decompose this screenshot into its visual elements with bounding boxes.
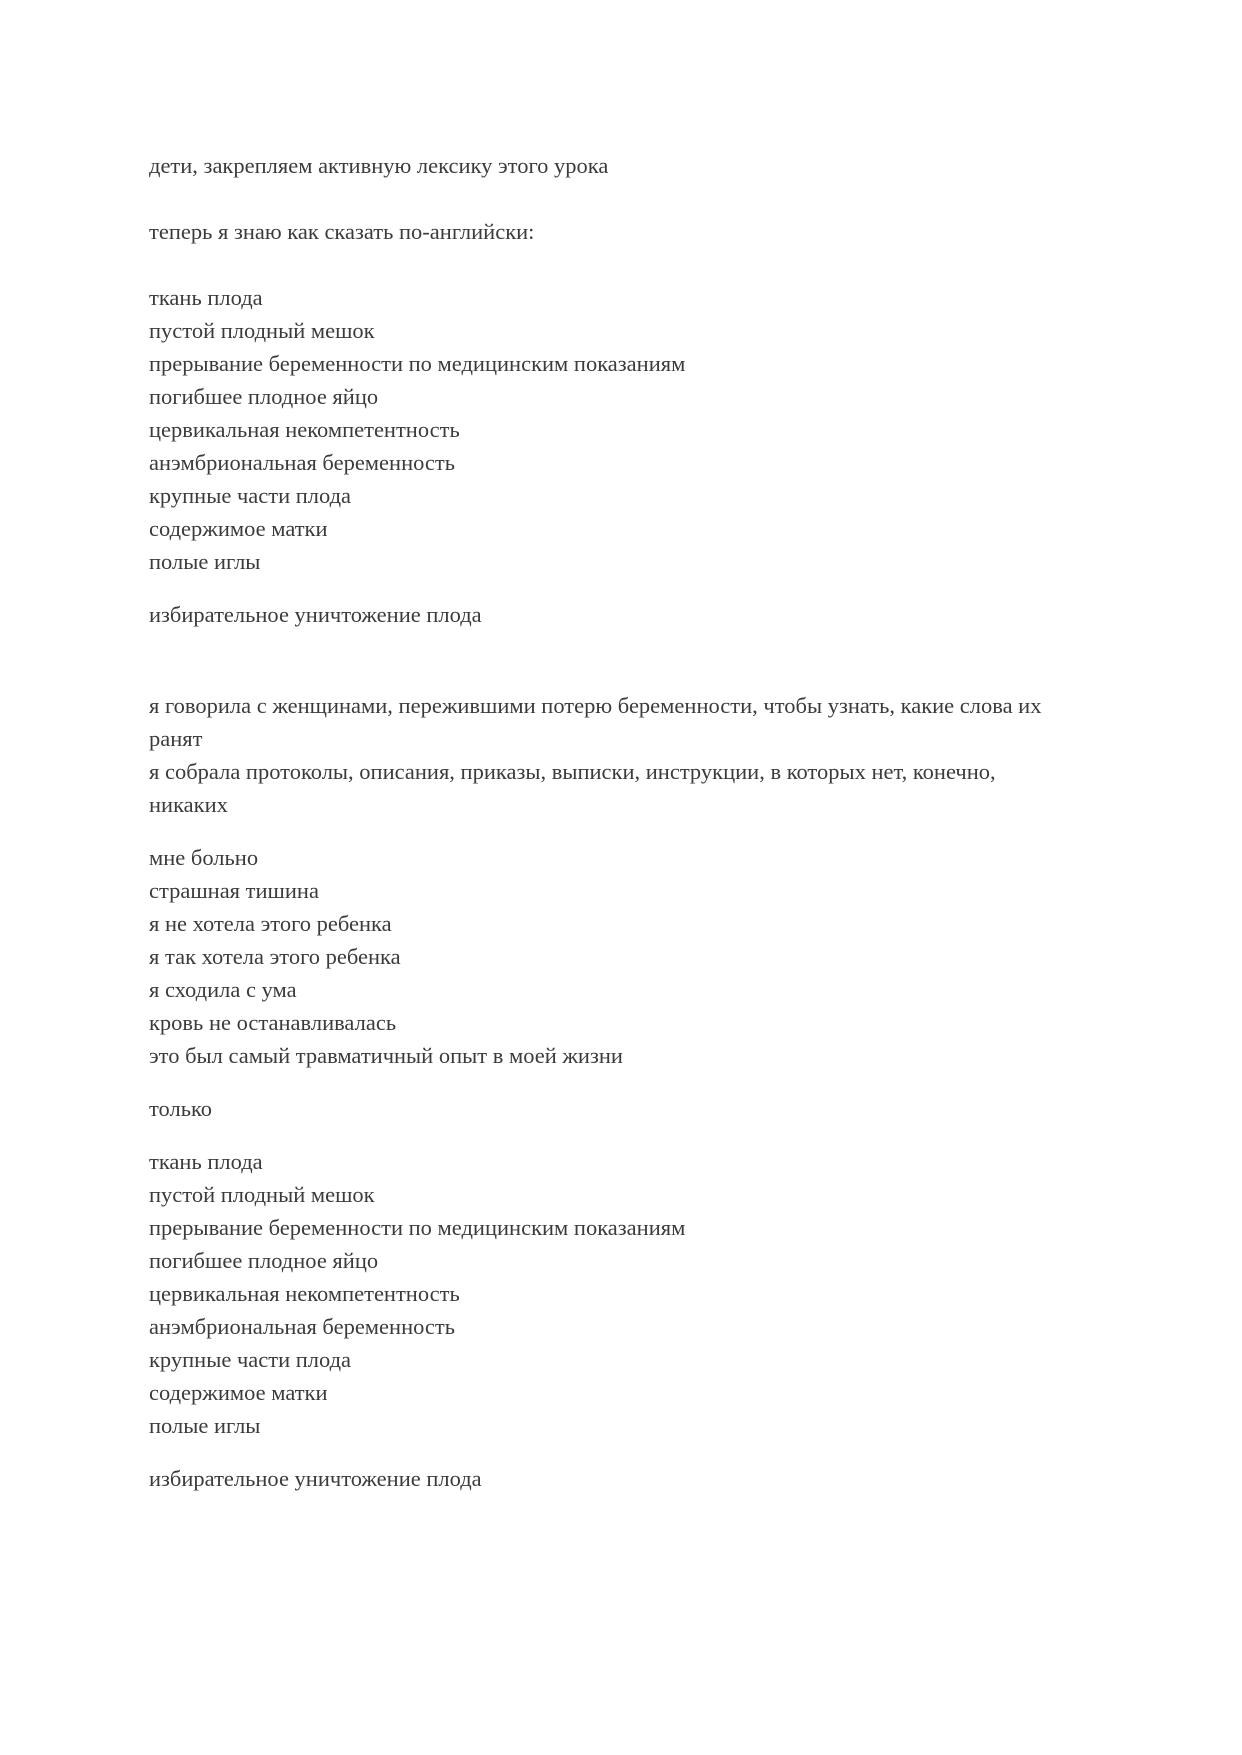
vocab-item: погибшее плодное яйцо [149,384,379,409]
intro-title: дети, закрепляем активную лексику этого урока [149,153,609,178]
vocab-item: цервикальная некомпетентность [149,417,460,442]
vocab-item: погибшее плодное яйцо [149,1248,379,1273]
vocab-item: крупные части плода [149,483,352,508]
vocab-item: прерывание беременности по медицинским показаниям [149,351,686,376]
vocab-item: ткань плода [149,1149,263,1174]
narrative-section [149,689,1069,821]
vocab-item: анэмбриональная беременность [149,1314,456,1339]
vocab-item: пустой плодный мешок [149,318,375,343]
intro-subtitle: теперь я знаю как сказать по-английски: [149,219,535,244]
vocab-item: содержимое матки [149,1380,328,1405]
testimony-item: страшная тишина [149,878,319,903]
document-page [149,149,1069,1495]
vocab-item: ткань плода [149,285,263,310]
vocab-item: пустой плодный мешок [149,1182,375,1207]
intro-section [149,149,1069,281]
testimony-item: я так хотела этого ребенка [149,944,401,969]
vocab-item: цервикальная некомпетентность [149,1281,460,1306]
narrative-paragraph: я собрала протоколы, описания, приказы, выписки, инструкции, в которых нет, конечно, никаких [149,759,996,817]
testimony-item: я сходила с ума [149,977,297,1002]
testimony-item: мне больно [149,845,259,870]
vocab-item: прерывание беременности по медицинским показаниям [149,1215,686,1240]
vocab-item: полые иглы [149,1413,261,1438]
vocab-item-last: избирательное уничтожение плода [149,602,482,627]
vocabulary-list-2 [149,1145,1069,1495]
vocab-item: полые иглы [149,549,261,574]
vocab-item: анэмбриональная беременность [149,450,456,475]
vocab-item: содержимое матки [149,516,328,541]
only-word: только [149,1096,213,1121]
vocab-item: крупные части плода [149,1347,352,1372]
testimony-item: я не хотела этого ребенка [149,911,392,936]
testimonies-list [149,841,1069,1072]
vocabulary-list-1 [149,281,1069,631]
vocab-item-last: избирательное уничтожение плода [149,1466,482,1491]
testimony-item: кровь не останавливалась [149,1010,397,1035]
narrative-paragraph: я говорила с женщинами, пережившими потерю беременности, чтобы узнать, какие слова их ранят [149,693,1042,751]
testimony-item: это был самый травматичный опыт в моей жизни [149,1043,623,1068]
